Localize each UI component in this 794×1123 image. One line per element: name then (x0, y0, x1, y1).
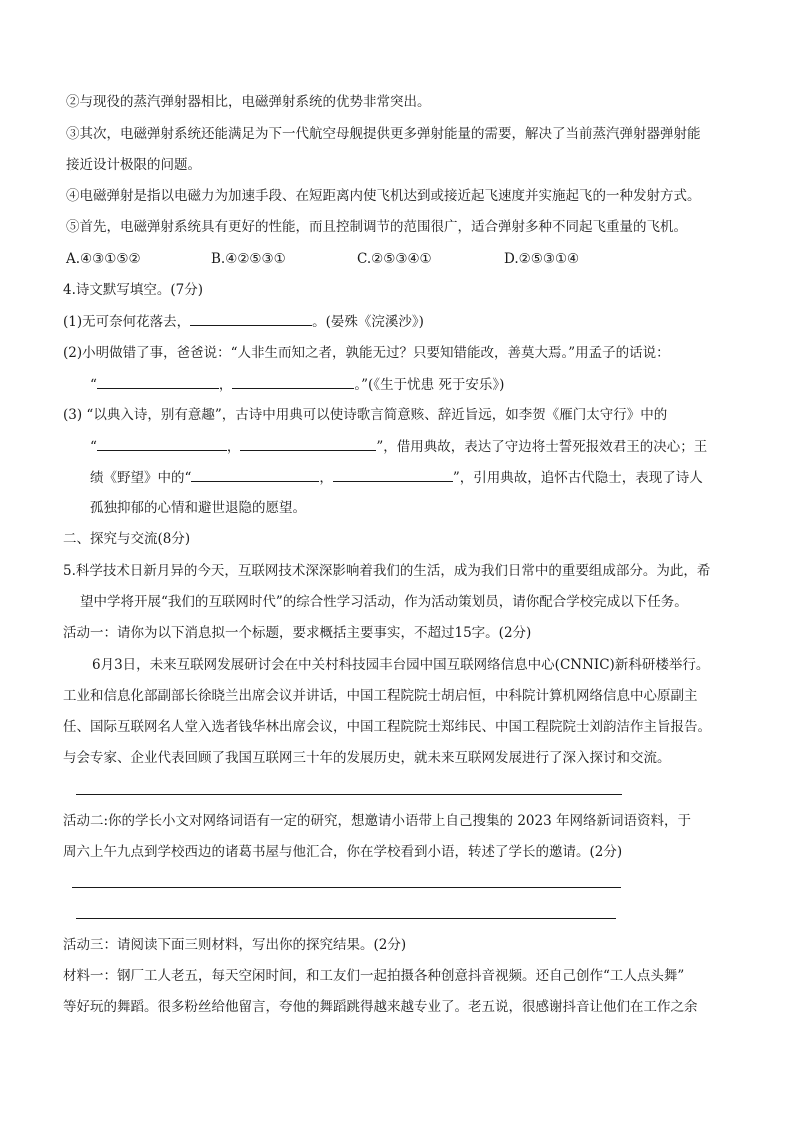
q4-part1 (63, 311, 424, 332)
q3-sentence-4: ④电磁弹射是指以电磁力为加速手段、在短距离内使飞机达到或接近起飞速度并实施起飞的一种发射方式。 (66, 188, 701, 204)
q3-sentence-5: ⑤首先，电磁弹射系统具有更好的性能，而且控制调节的范围很广，适合弹射多种不同起飞重量的飞机。 (66, 219, 687, 235)
section-2-heading: 二、探究与交流(8分) (63, 531, 191, 547)
q4-part1-blank[interactable] (190, 311, 312, 326)
q4-part3-blank-2[interactable] (240, 436, 376, 451)
q4-part2-blank-2[interactable] (232, 374, 354, 389)
q5-material-1-line1: 材料一：钢厂工人老五，每天空闲时间，和工友们一起拍摄各种创意抖音视频。还自己创作“工人点头舞” (63, 968, 685, 984)
q4-part3-text-d: ”，引用典故，追怀古代隐士，表现了诗人 (452, 470, 703, 486)
q4-part2-comma: ， (218, 377, 233, 393)
q4-part3-line3 (90, 467, 703, 488)
q4-part1-source: 。(晏殊《浣溪沙》) (312, 314, 424, 330)
q5-news-line2: 工业和信息化部副部长徐晓兰出席会议并讲话，中国工程院院士胡启恒，中科院计算机网络信息中心原副主 (63, 688, 698, 704)
q4-part3-comma: ， (226, 439, 241, 455)
q5-news-line4: 与会专家、企业代表回顾了我国互联网三十年的发展历史，就未来互联网发展进行了深入探讨和交流。 (63, 750, 671, 766)
q4-part3-comma2: ， (319, 470, 333, 486)
q4-part2-quote-open: “ (90, 377, 97, 393)
q4-part2-answer (90, 374, 504, 395)
q5-news-line1: 6月3日，未来互联网发展研讨会在中关村科技园丰台园中国互联网络信息中心(CNNIC)新科研楼举行。 (92, 657, 710, 673)
q5-news-line3: 任、国际互联网名人堂入选者钱华林出席会议，中国工程院院士郑纬民、中国工程院院士刘韵洁作主旨报告。 (63, 719, 711, 735)
q4-part3-blank-4[interactable] (333, 467, 453, 482)
q5-activity-1: 活动一：请你为以下消息拟一个标题，要求概括主要事实，不超过15字。(2分) (63, 625, 532, 641)
q4-part3-line2 (90, 436, 707, 457)
activity-2-answer-line-2[interactable] (76, 918, 616, 919)
q3-option-c[interactable]: C.②⑤③④① (357, 251, 432, 267)
q4-part3-text-b: ”，借用典故，表达了守边将士誓死报效君王的决心；王 (376, 439, 708, 455)
q4-part3-blank-1[interactable] (97, 436, 227, 451)
q4-part1-text: (1)无可奈何花落去， (63, 314, 191, 330)
q4-part3-blank-3[interactable] (191, 467, 319, 482)
q5-intro-line2: 望中学将开展“我们的互联网时代”的综合性学习活动，作为活动策划员，请你配合学校完成以下任务。 (80, 594, 688, 610)
activity-2-answer-line-1[interactable] (72, 887, 621, 888)
q3-sentence-2: ②与现役的蒸汽弹射器相比，电磁弹射系统的优势非常突出。 (66, 94, 431, 110)
q4-part3-prompt: (3) “以典入诗，别有意趣”，古诗中用典可以使诗歌言简意赅、辞近旨远，如李贺《雁门太守行》中的 (63, 407, 668, 423)
q5-activity-3: 活动三：请阅读下面三则材料，写出你的探究结果。(2分) (63, 937, 407, 953)
q4-part2-prompt: (2)小明做错了事，爸爸说：“人非生而知之者，孰能无过？只要知错能改，善莫大焉。”用孟子的话说： (63, 345, 670, 361)
q4-title: 4.诗文默写填空。(7分) (63, 282, 204, 298)
q5-material-1-line2: 等好玩的舞蹈。很多粉丝给他留言，夸他的舞蹈跳得越来越专业了。老五说，很感谢抖音让他们在工作之余 (63, 999, 698, 1015)
activity-1-answer-line[interactable] (76, 794, 622, 795)
q5-activity-2-line2: 周六上午九点到学校西边的诸葛书屋与他汇合，你在学校看到小语，转述了学长的邀请。(2分) (63, 844, 623, 860)
q5-intro-line1: 5.科学技术日新月异的今天，互联网技术深深影响着我们的生活，成为我们日常中的重要组成部分。为此，希 (63, 563, 711, 579)
q3-option-d[interactable]: D.②⑤③①④ (504, 251, 580, 267)
q4-part2-blank-1[interactable] (97, 374, 219, 389)
q4-part3-text-c: 绩《野望》中的“ (90, 470, 192, 486)
q3-sentence-3-line2: 接近设计极限的问题。 (66, 157, 201, 173)
q4-part2-source: 。”(《生于忧患 死于安乐》) (354, 377, 505, 393)
q3-option-b[interactable]: B.④②⑤③① (211, 251, 286, 267)
q5-activity-2-line1: 活动二:你的学长小文对网络词语有一定的研究，想邀请小语带上自己搜集的 2023 年网络新词语资料，于 (63, 813, 691, 829)
q4-part3-quote-open: “ (90, 439, 97, 455)
q3-sentence-3-line1: ③其次，电磁弹射系统还能满足为下一代航空母舰提供更多弹射能量的需要，解决了当前蒸汽弹射器弹射能 (66, 126, 701, 142)
q4-part3-line4: 孤独抑郁的心情和避世退隐的愿望。 (90, 500, 306, 516)
q3-option-a[interactable]: A.④③①⑤② (66, 251, 141, 267)
